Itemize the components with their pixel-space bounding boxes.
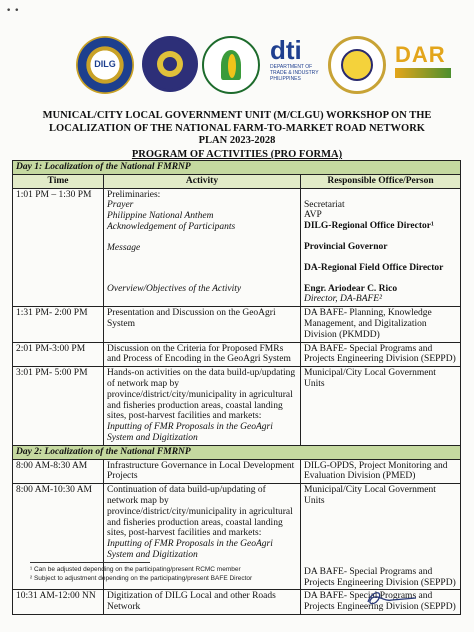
table-row: 10:31 AM-12:00 NN Digitization of DILG Local and other Roads Network DA BAFE- Special Programs and Projects Engineering Division (SEPPD): [13, 590, 461, 615]
table-row: 1:31 PM- 2:00 PM Presentation and Discussion on the GeoAgri System DA BAFE- Planning, Knowledge Management, and Digitalization Division (PKMDD): [13, 307, 461, 342]
signature-mark: [362, 588, 418, 610]
document-subtitle: PROGRAM OF ACTIVITIES (PRO FORMA): [131, 149, 343, 160]
day-header: Day 1: Localization of the National FMRNP: [13, 161, 461, 175]
day-header: Day 2: Localization of the National FMRNP: [13, 445, 461, 459]
table-row: 8:00 AM-8:30 AM Infrastructure Governance in Local Development Projects DILG-OPDS, Project Monitoring and Evaluation Division (PMED): [13, 459, 461, 484]
table-row: 2:01 PM-3:00 PM Discussion on the Criteria for Proposed FMRs and Process of Encoding in the GeoAgri System DA BAFE- Special Programs and Projects Engineering Division (SEPPD): [13, 342, 461, 367]
department-of-tourism-logo: [328, 36, 386, 94]
dar-logo: DAR: [395, 42, 451, 90]
dpwh-logo: [142, 36, 198, 92]
dti-logo: dti DEPARTMENT OF TRADE & INDUSTRY PHILIPPINES: [270, 35, 319, 82]
dilg-logo: DILG: [76, 36, 134, 94]
footnote-1: ¹ Can be adjusted depending on the participating/present RCMC member: [30, 566, 241, 573]
corner-mark: • •: [6, 6, 20, 16]
logo-row: [0, 36, 474, 100]
table-row: 3:01 PM- 5:00 PM Hands-on activities on the data build-up/updating of network map by province/district/city/municipality in agricultural and fisheries production areas, coastal landing sites, post-harvest facilities and markets: Inputting of FMR Proposals in the GeoAgri System and Digitization Municipal/City Local Government Units: [13, 367, 461, 446]
department-of-agriculture-logo: [202, 36, 260, 94]
table-row: 1:01 PM – 1:30 PM Preliminaries: Prayer Philippine National Anthem Acknowledgement of Participants Message Overview/Objectives of the Activity Secretariat AVP DILG-Regional Office Director¹ Provincial Governor DA-Regional Field Office Director Engr. Ariodear C. Rico Director, DA-BAFE²: [13, 188, 461, 307]
document-title: MUNICAL/CITY LOCAL GOVERNMENT UNIT (M/CLGU) WORKSHOP ON THE LOCALIZATION OF THE NATIONAL FARM-TO-MARKET ROAD NETWORK PLAN 2023-2028: [42, 110, 432, 146]
footnote-rule: [30, 562, 150, 563]
program-table: [12, 160, 461, 615]
column-headers: Time Activity Responsible Office/Person: [13, 174, 461, 188]
table-row: 8:00 AM-10:30 AM Continuation of data build-up/updating of network map by province/district/city/municipality in agricultural and fisheries production areas, coastal landing sites, post-harvest facilities and markets: Inputting of FMR Proposals in the GeoAgri System and Digitization Municipal/City Local Government Units DA BAFE- Special Programs and Projects Engineering Division (SEPPD): [13, 484, 461, 590]
footnote-2: ² Subject to adjustment depending on the participating/present BAFE Director: [30, 575, 253, 582]
